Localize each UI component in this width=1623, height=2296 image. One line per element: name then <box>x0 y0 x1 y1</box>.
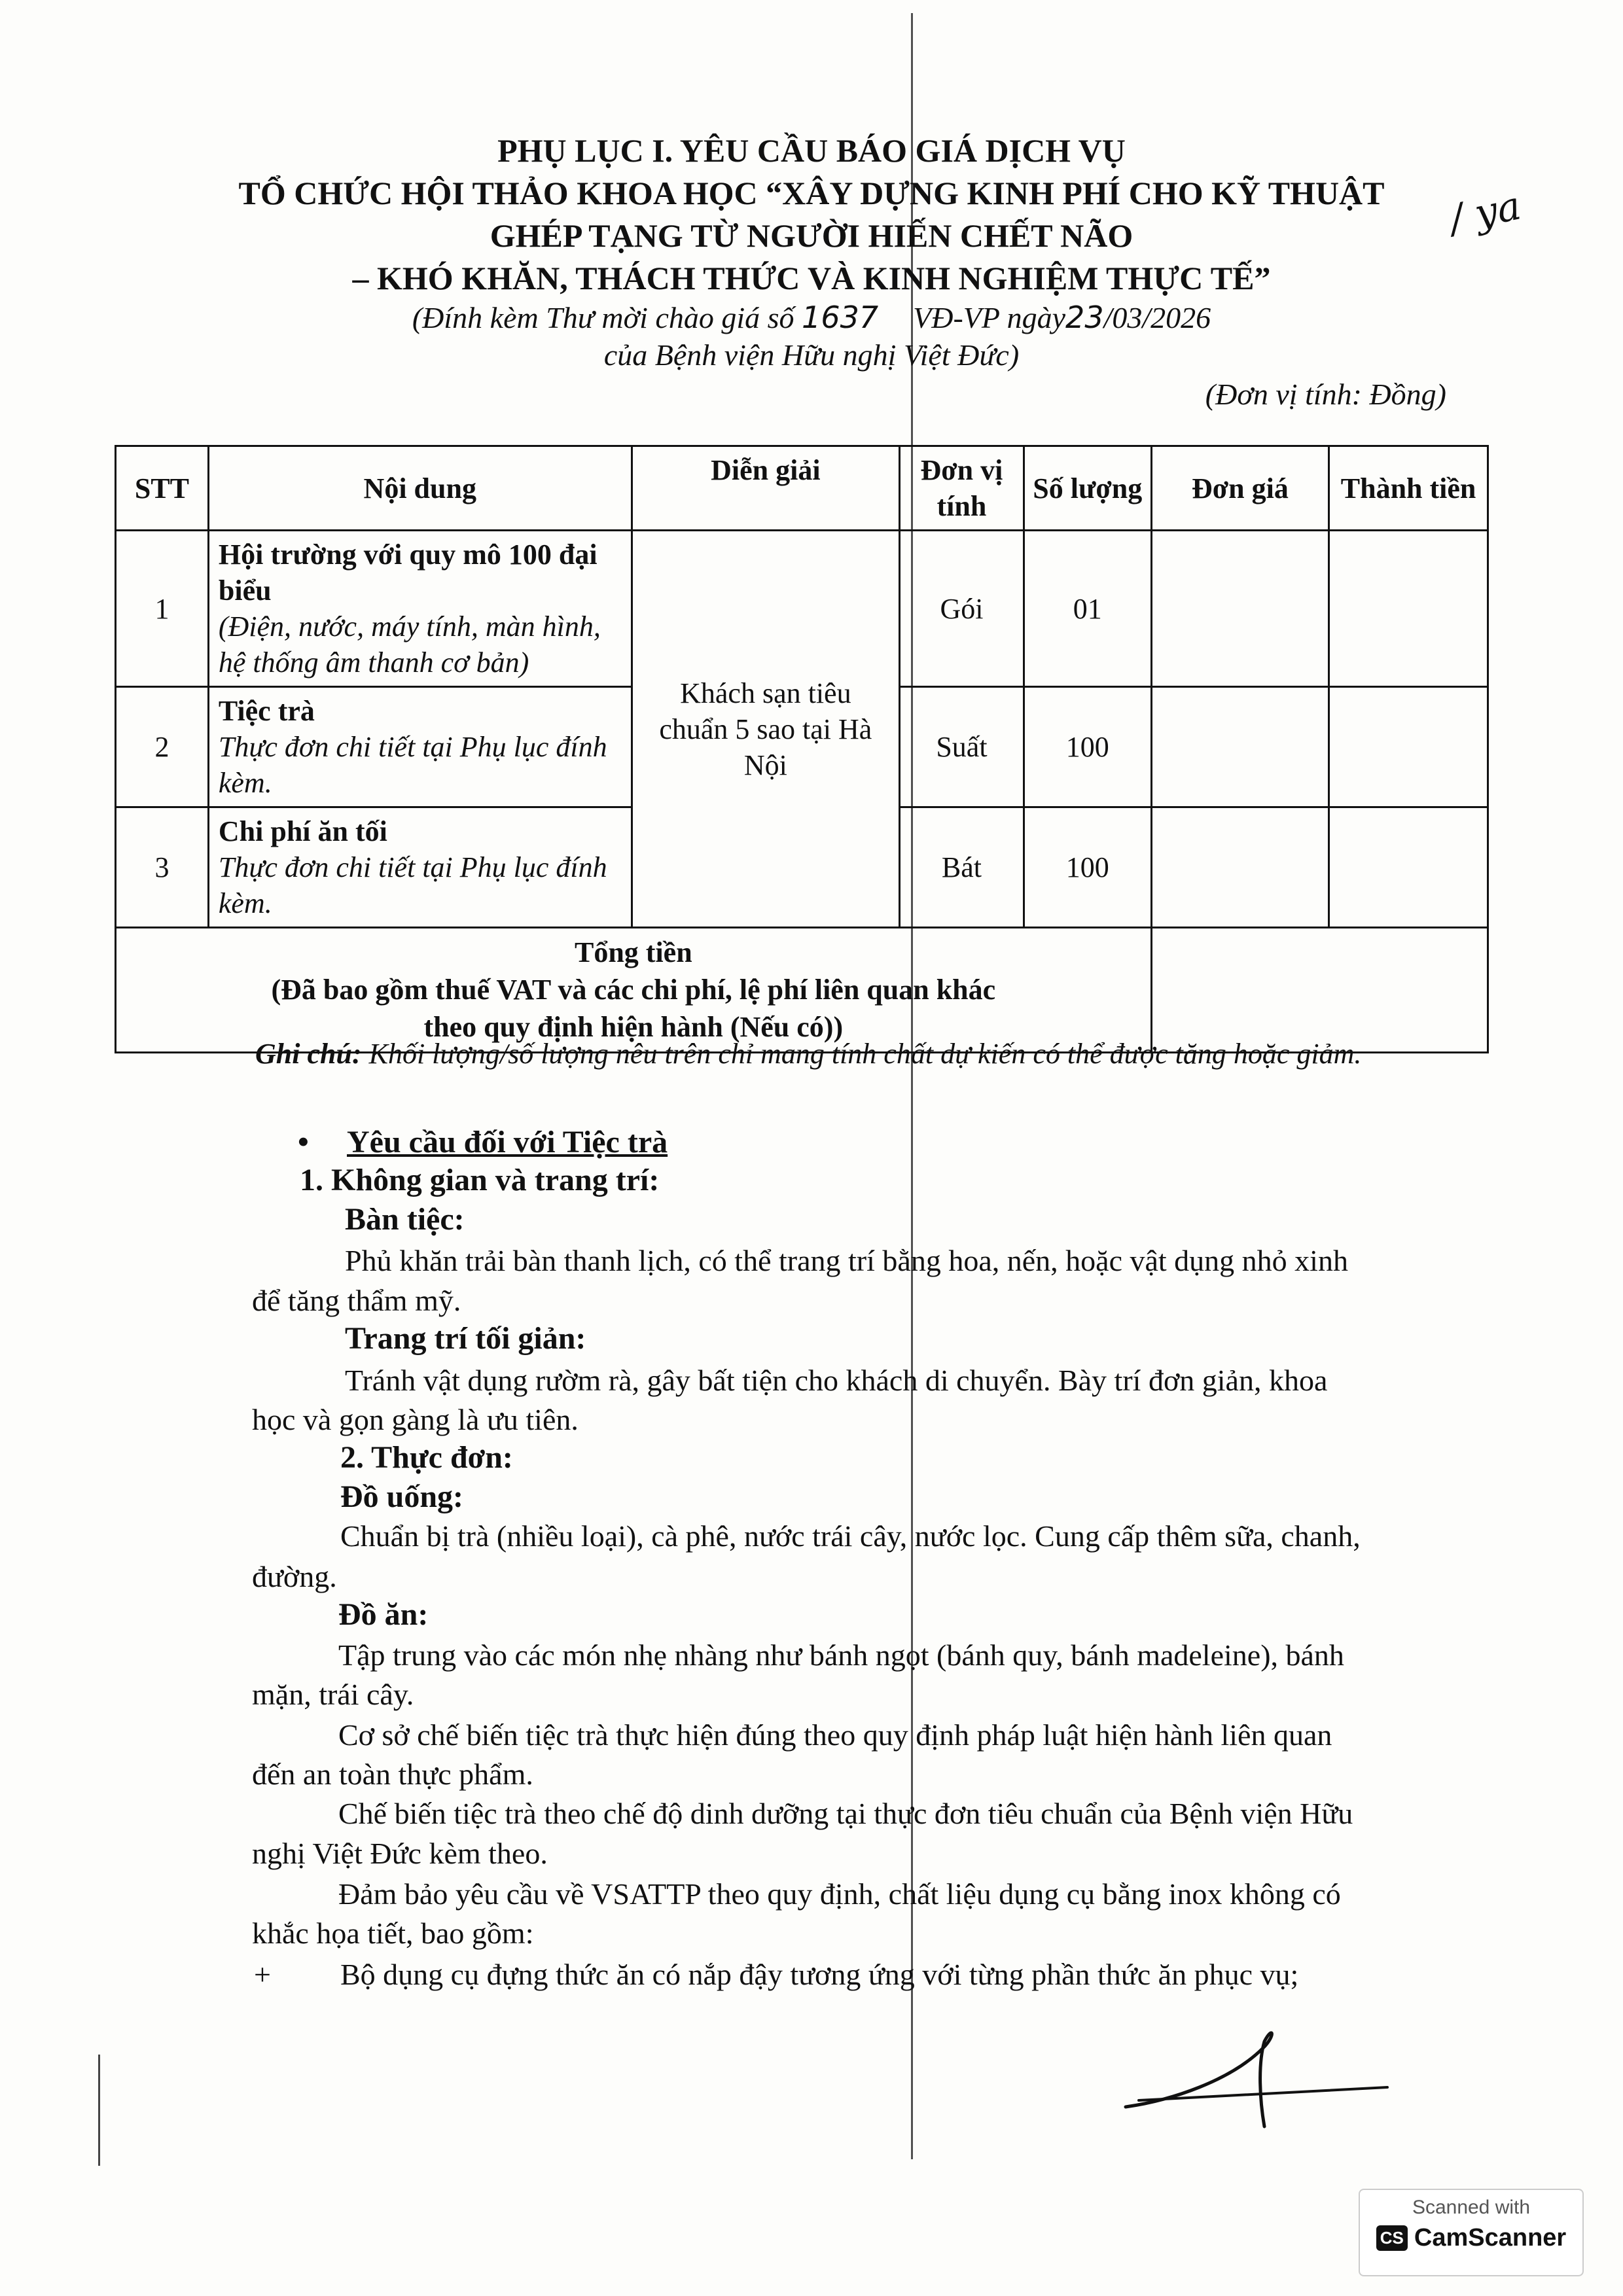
attachment-mid: VĐ-VP ngày <box>913 301 1066 334</box>
title-line-4: – KHÓ KHĂN, THÁCH THỨC VÀ KINH NGHIỆM THỰC TẾ” <box>352 260 1271 296</box>
ban-tiec-line-1: Phủ khăn trải bàn thanh lịch, có thể trang trí bằng hoa, nến, hoặc vật dụng nhỏ xinh <box>345 1244 1348 1277</box>
header-noi-dung: Nội dung <box>208 446 632 531</box>
row-3-unit: Bát <box>900 807 1024 928</box>
title-line-3: GHÉP TẠNG TỪ NGƯỜI HIẾN CHẾT NÃO <box>490 217 1133 254</box>
camscanner-watermark <box>1359 2189 1584 2276</box>
title-line-2: TỔ CHỨC HỘI THẢO KHOA HỌC “XÂY DỰNG KINH PHÍ CHO KỸ THUẬT <box>238 175 1385 211</box>
header-thanh-tien: Thành tiền <box>1329 446 1488 531</box>
row-1-qty: 01 <box>1024 531 1151 687</box>
trang-tri-line-2: học và gọn gàng là ưu tiên. <box>252 1403 579 1436</box>
row-2-content <box>208 687 632 807</box>
row-3-stt: 3 <box>116 807 209 928</box>
para-3-line-2: khắc họa tiết, bao gồm: <box>252 1916 534 1950</box>
header-so-luong: Số lượng <box>1024 446 1151 531</box>
row-2-note: Thực đơn chi tiết tại Phụ lục đính kèm. <box>218 731 607 799</box>
do-an-heading: Đồ ăn: <box>338 1597 429 1632</box>
total-label-1: Tổng tiền <box>574 936 692 968</box>
row-2-stt: 2 <box>116 687 209 807</box>
row-2-qty: 100 <box>1024 687 1151 807</box>
total-label-3: theo quy định hiện hành (Nếu có)) <box>423 1011 844 1044</box>
row-1-unit: Gói <box>900 531 1024 687</box>
row-1-note: (Điện, nước, máy tính, màn hình, hệ thống âm thanh cơ bản) <box>218 610 601 679</box>
quotation-table <box>115 445 1489 1053</box>
attachment-prefix: (Đính kèm Thư mời chào giá số <box>412 301 794 334</box>
title-line-1: PHỤ LỤC I. YÊU CẦU BÁO GIÁ DỊCH VỤ <box>497 132 1126 169</box>
margin-scribble: / ya <box>1445 183 1525 243</box>
total-label <box>116 928 1152 1053</box>
para-3-line-1: Đảm bảo yêu cầu về VSATTP theo quy định, chất liệu dụng cụ bằng inox không có <box>338 1877 1341 1911</box>
row-3-note: Thực đơn chi tiết tại Phụ lục đính kèm. <box>218 851 607 919</box>
row-3-content <box>208 807 632 928</box>
para-1-line-1: Cơ sở chế biến tiệc trà thực hiện đúng theo quy định pháp luật hiện hành liên quan <box>338 1718 1332 1752</box>
attachment-line-2: của Bệnh viện Hữu nghị Việt Đức) <box>603 338 1020 372</box>
ban-tiec-heading: Bàn tiệc: <box>345 1202 465 1237</box>
doc-day: 23 <box>1065 300 1104 335</box>
do-uong-heading: Đồ uống: <box>340 1479 464 1514</box>
note-text: Khối lượng/số lượng nêu trên chỉ mang tính chất dự kiến có thể được tăng hoặc giảm. <box>368 1038 1362 1070</box>
row-1-total <box>1329 531 1488 687</box>
row-3-price <box>1151 807 1329 928</box>
ban-tiec-line-2: để tăng thẩm mỹ. <box>252 1284 461 1317</box>
scanner-brand: CamScanner <box>1414 2224 1567 2252</box>
scan-edge-mark <box>98 2055 100 2166</box>
row-1-title: Hội trường với quy mô 100 đại biểu <box>218 539 597 607</box>
subsection-2-heading: 2. Thực đơn: <box>340 1440 513 1475</box>
do-an-line-2: mặn, trái cây. <box>252 1678 414 1711</box>
row-2-price <box>1151 687 1329 807</box>
row-3-total <box>1329 807 1488 928</box>
row-2-title: Tiệc trà <box>218 695 315 727</box>
camscanner-logo-icon: CS <box>1376 2225 1408 2251</box>
bullet-dot: • <box>298 1125 309 1159</box>
plus-marker: + <box>254 1958 271 1991</box>
table-header-row <box>116 446 1488 531</box>
para-2-line-2: nghị Việt Đức kèm theo. <box>252 1837 548 1870</box>
header-don-vi: Đơn vị tính <box>900 446 1024 531</box>
signature-icon <box>1113 2002 1400 2133</box>
note-label: Ghi chú: <box>255 1038 362 1070</box>
unit-note: (Đơn vị tính: Đồng) <box>1205 378 1446 411</box>
header-dien-giai: Diễn giải <box>632 446 899 531</box>
row-2-unit: Suất <box>900 687 1024 807</box>
plus-item: Bộ dụng cụ đựng thức ăn có nắp đậy tương ứng với từng phần thức ăn phục vụ; <box>340 1958 1299 1991</box>
table-row <box>116 531 1488 687</box>
do-an-line-1: Tập trung vào các món nhẹ nhàng như bánh ngọt (bánh quy, bánh madeleine), bánh <box>338 1638 1344 1672</box>
row-1-stt: 1 <box>116 531 209 687</box>
doc-date: /03/2026 <box>1103 301 1211 334</box>
do-uong-line-1: Chuẩn bị trà (nhiều loại), cà phê, nước trái cây, nước lọc. Cung cấp thêm sữa, chanh, <box>340 1519 1361 1553</box>
header-don-gia: Đơn giá <box>1151 446 1329 531</box>
subsection-1-heading: 1. Không gian và trang trí: <box>300 1163 660 1197</box>
trang-tri-line-1: Tránh vật dụng rườm rà, gây bất tiện cho khách di chuyển. Bày trí đơn giản, khoa <box>345 1364 1328 1397</box>
row-1-price <box>1151 531 1329 687</box>
doc-number: 1637 <box>802 300 879 335</box>
row-2-total <box>1329 687 1488 807</box>
row-3-qty: 100 <box>1024 807 1151 928</box>
total-row <box>116 928 1488 1053</box>
section-heading-tiec-tra: Yêu cầu đối với Tiệc trà <box>347 1125 668 1159</box>
scanner-caption: Scanned with <box>1412 2197 1531 2218</box>
para-2-line-1: Chế biến tiệc trà theo chế độ dinh dưỡng tại thực đơn tiêu chuẩn của Bệnh viện Hữu <box>338 1797 1353 1830</box>
row-1-content <box>208 531 632 687</box>
merged-dien-giai: Khách sạn tiêu chuẩn 5 sao tại Hà Nội <box>632 531 899 928</box>
total-label-2: (Đã bao gồm thuế VAT và các chi phí, lệ phí liên quan khác <box>271 974 996 1006</box>
para-1-line-2: đến an toàn thực phẩm. <box>252 1757 533 1791</box>
do-uong-line-2: đường. <box>252 1560 337 1593</box>
row-3-title: Chi phí ăn tối <box>218 815 387 847</box>
trang-tri-heading: Trang trí tối giản: <box>345 1321 586 1356</box>
header-stt: STT <box>116 446 209 531</box>
attachment-reference <box>0 302 1623 333</box>
total-value <box>1151 928 1488 1053</box>
note-line <box>255 1035 1499 1073</box>
